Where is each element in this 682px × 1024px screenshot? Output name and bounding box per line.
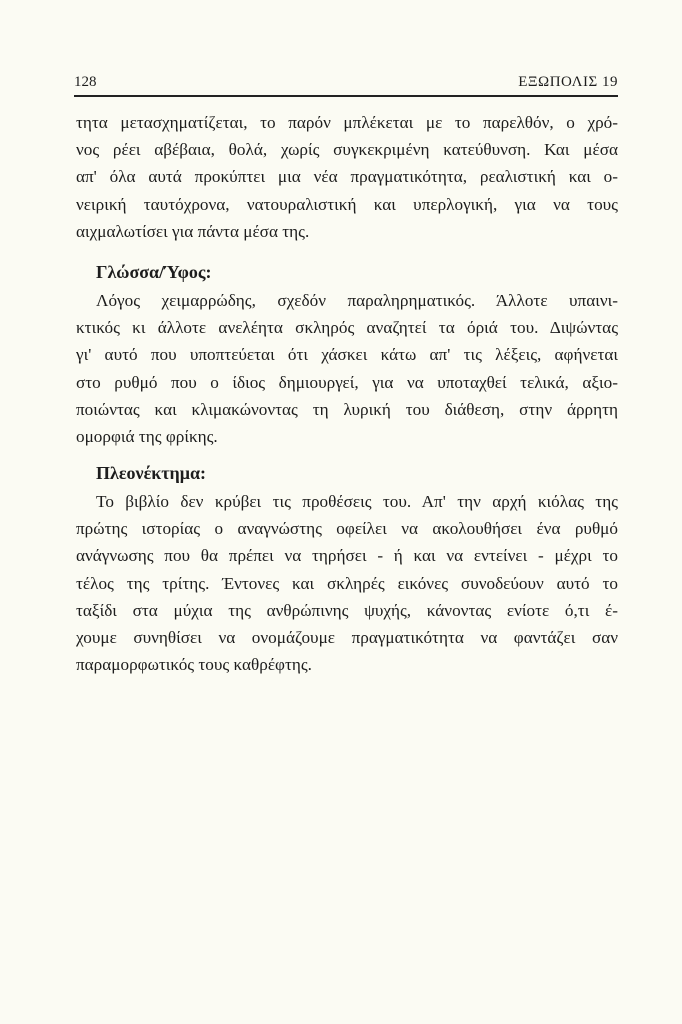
text-line: ανάγνωσης που θα πρέπει να τηρήσει - ή και να εντείνει - μέχρι το — [76, 546, 618, 566]
section-heading: Πλεονέκτημα: — [96, 463, 207, 483]
text-line: νος ρέει αβέβαια, θολά, χωρίς συγκεκριμένη κατεύθυνση. Και μέσα — [76, 140, 618, 160]
text-line: πρώτης ιστορίας ο αναγνώστης οφείλει να ακολουθήσει ένα ρυθμό — [76, 519, 618, 539]
running-title: ΕΞΩΠΟΛΙΣ 19 — [518, 74, 618, 90]
text-line: τητα μετασχηματίζεται, το παρόν μπλέκεται με το παρελθόν, ο χρό- — [76, 113, 618, 132]
intro-paragraph — [76, 109, 618, 245]
text-line: αιχμαλωτίσει για πάντα μέσα της. — [76, 221, 310, 241]
style-section — [76, 257, 618, 450]
page-number: 128 — [74, 74, 97, 90]
text-line: ομορφιά της φρίκης. — [76, 426, 218, 446]
text-line: γι' αυτό που υποπτεύεται ότι χάσκει κάτω απ' τις λέξεις, αφήνεται — [76, 345, 618, 365]
advantage-section — [76, 458, 618, 678]
text-line: στο ρυθμό που ο ίδιος δημιουργεί, για να υποταχθεί τελικά, αξιο- — [76, 372, 618, 392]
text-line: τέλος της τρίτης. Έντονες και σκληρές εικόνες συνοδεύουν αυτό το — [76, 573, 618, 593]
header-rule — [74, 95, 618, 97]
text-line: παραμορφωτικός τους καθρέφτης. — [76, 655, 312, 675]
text-line: Το βιβλίο δεν κρύβει τις προθέσεις του. Απ' την αρχή κιόλας της — [96, 492, 618, 511]
running-header — [74, 74, 618, 94]
section-heading: Γλώσσα/Ύφος: — [96, 262, 212, 282]
text-line: ταξίδι στα μύχια της ανθρώπινης ψυχής, κάνοντας ενίοτε ό,τι έ- — [76, 600, 618, 620]
text-line: Λόγος χειμαρρώδης, σχεδόν παραληρηματικός. Άλλοτε υπαινι- — [96, 291, 618, 310]
text-line: κτικός κι άλλοτε ανελέητα σκληρός αναζητεί τα όριά του. Διψώντας — [76, 318, 618, 338]
text-line: ποιώντας και κλιμακώνοντας τη λυρική του διάθεση, στην άρρητη — [76, 399, 618, 419]
text-line: απ' όλα αυτά προκύπτει μια νέα πραγματικότητα, ρεαλιστική και ο- — [76, 167, 618, 187]
text-line: χουμε συνηθίσει να ονομάζουμε πραγματικότητα να φαντάζει σαν — [76, 627, 618, 647]
text-line: νειρική ταυτόχρονα, νατουραλιστική και υπερλογική, για να τους — [76, 194, 618, 214]
